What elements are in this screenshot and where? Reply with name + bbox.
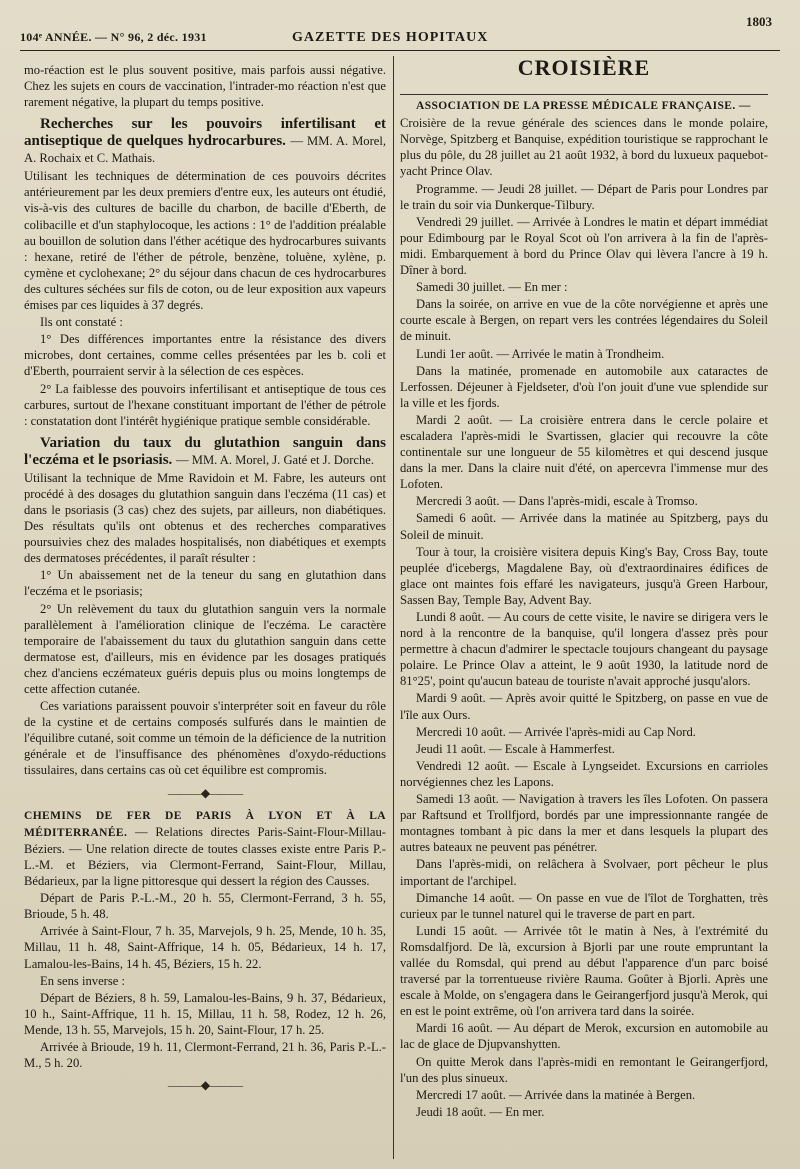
itinerary-day: Vendredi 29 juillet. — Arrivée à Londres le matin et départ immédiat pour Edimbourg par le Royal Scot où l'on arrivera à la fin de l'après-midi. Embarquement à bord du Prince Olav qui lèvera l'ancre à 19 h. Dîner à bord. (400, 214, 768, 278)
ornament-separator: ———◆——— (167, 785, 243, 800)
itinerary-day: Mercredi 17 août. — Arrivée dans la matinée à Bergen. (416, 1087, 696, 1102)
assoc-block (400, 97, 768, 114)
paragraph: 2° Un relèvement du taux du glutathion sanguin vers la normale parallèlement à l'amélioration clinique de l'eczéma. Le caractère temporaire de l'abaissement du taux du glutathion sanguin dans cette dermatose est, d'ailleurs, mis en évidence par les dosages pratiqués chez d'anciens eczémateux guéris depuis plus ou moins longtemps de cette affection cutanée. (24, 601, 386, 696)
itinerary-day: Mercredi 3 août. — Dans l'après-midi, escale à Tromso. (416, 494, 698, 509)
paragraph: Utilisant la technique de Mme Ravidoin et M. Fabre, les auteurs ont procédé à des dosages du glutathion sanguin dans l'eczéma (11 cas) et dans le psoriasis (3 cas) chez des sujets, par ailleurs, non diabétiques. Des résultats qu'ils ont obtenus et des recherches comparatives poursuivies chez des malades hospitalisés, non diabétiques et exempts des dermatoses précédentes, il paraît résulter : (24, 470, 386, 566)
programme-paragraph: Programme. — Jeudi 28 juillet. — Départ de Paris pour Londres par le train du soir via Dunkerque-Tilbury. (400, 181, 768, 212)
section-title-hydrocarbures (24, 116, 386, 167)
paragraph: Croisière de la revue générale des sciences dans le monde polaire, Norvège, Spitzberg et Banquise, expédition touristique se rapprochant le plus du pôle, du 28 juillet au 21 août 1932, à bord du luxueux paquebot-yacht Prince Olav. (400, 116, 768, 179)
page-number: 1803 (746, 14, 772, 29)
left-column (24, 62, 386, 1099)
paragraph: Départ de Paris P.-L.-M., 20 h. 55, Clermont-Ferrand, 3 h. 55, Brioude, 5 h. 48. (24, 891, 386, 922)
paragraph: Arrivée à Saint-Flour, 7 h. 35, Marvejols, 9 h. 25, Mende, 10 h. 35, Millau, 11 h. 48, Saint-Affrique, 14 h. 05, Bédarieux, 14 h. 17, Lamalou-les-Bains, 14 h. 45, Béziers, 15 h. 22. (24, 924, 386, 971)
issue-info: 104ᵉ ANNÉE. — N° 96, 2 déc. 1931 (20, 30, 207, 44)
section-authors: — MM. A. Morel, J. Gaté et J. Dorche. (176, 452, 375, 467)
paragraph: On quitte Merok dans l'après-midi en remontant le Geirangerfjord, l'un des plus sinueux. (400, 1054, 768, 1085)
paragraph: 1° Des différences importantes entre la résistance des divers microbes, dont certaines, comme celles présentées par les b. coli et d'Eberth, pourraient servir à la sélection de ces espèces. (24, 332, 386, 379)
itinerary-day: Jeudi 11 août. — Escale à Hammerfest. (416, 741, 615, 756)
column-divider (393, 56, 394, 1159)
section-title-text: Variation du taux du glutathion sanguin dans l'eczéma et le psoriasis. (24, 434, 386, 468)
paragraph: Tour à tour, la croisière visitera depuis King's Bay, Cross Bay, toute peuplée d'icebergs, Magdalene Bay, où d'extraordinaires édifices de glace ont maintes fois effaré les navigateurs, jusqu'à Green Harbour, Sassen Bay, Temple Bay, Advent Bay. (400, 544, 768, 607)
itinerary-day: Mardi 2 août. — La croisière entrera dans le cercle polaire et escaladera l'après-midi le Svartissen, glacier qui recouvre la côte continentale sur une longueur de 55 kilomètres et qui descend jusque dans la mer. Dans la claire nuit d'été, on apercevra l'immense mur des Lofoten. (400, 412, 768, 492)
paragraph: Dans l'après-midi, on relâchera à Svolvaer, port pêcheur le plus important de l'archipel. (400, 857, 768, 888)
page-header (20, 10, 780, 50)
intro-paragraph: mo-réaction est le plus souvent positive, mais parfois aussi négative. Chez les sujets en cours de vaccination, l'intrader-mo réaction n'est que rarement négative, la plupart du temps positive. (24, 63, 386, 110)
paragraph: 2° La faiblesse des pouvoirs infertilisant et antiseptique de tous ces carbures, surtout de l'hexane constituant important de l'éther de pétrole : constatation dont l'intérêt hygiénique pratique semble considérable. (24, 381, 386, 428)
section-title-railway: CHEMINS DE FER DE PARIS À LYON ET À LA MÉDITERRANÉE. (24, 809, 386, 839)
section-title-text: Recherches sur les pouvoirs infertilisant et antiseptique de quelques hydrocarbures. (24, 116, 386, 150)
itinerary-day: Jeudi 18 août. — En mer. (416, 1104, 545, 1119)
paragraph: Dans la matinée, promenade en automobile aux cataractes de Lerfossen. Déjeuner à Fjeldseter, d'où l'on jouit d'une vue splendide sur la ville et les fjords. (400, 363, 768, 410)
paragraph: Utilisant les techniques de détermination de ces pouvoirs décrites antérieurement par les deux premiers d'entre eux, les auteurs ont étudié, vis-à-vis des cultures de bacille du charbon, de bacille d'Eberth, de colibacille et d'un staphylocoque, les actions : 1° de l'addition préalable au bouillon de solution dans l'éther acétique des hydrocarbures suivants : hexane, retiré de l'éther de pétrole, benzène, toluène, xylène, p. cymène et cyclohexane; 2° du séjour dans chacun de ces hydrocarbures des cultures séchées sur fils de coton, ou de leur exposition aux vapeurs émises par ces liquides à 37 degrés. (24, 169, 386, 313)
ornament-separator: ———◆——— (167, 1078, 243, 1093)
publication-title: GAZETTE DES HOPITAUX (292, 30, 489, 45)
itinerary-day: Samedi 13 août. — Navigation à travers les îles Lofoten. On passera par Raftsund et Trollfjord, bordés par une impressionnante rangée de montagnes tombant à pic dans la mer et dans lesquels la plupart des autres bateaux ne peuvent pas pénétrer. (400, 792, 768, 855)
itinerary-day: Mercredi 10 août. — Arrivée l'après-midi au Cap Nord. (416, 724, 696, 739)
itinerary-day: Samedi 6 août. — Arrivée dans la matinée au Spitzberg, pays du Soleil de minuit. (400, 511, 768, 542)
paragraph: Dans la soirée, on arrive en vue de la côte norvégienne et après une courte escale à Bergen, on repart vers les contrées légendaires du Soleil de minuit. (400, 297, 768, 344)
itinerary-day: Lundi 15 août. — Arrivée tôt le matin à Nes, à l'extrémité du Romsdalfjord. De là, excursion à Bjorli par une route empruntant la vallée du Romsdal, qui prend au début l'apparence d'un parc boisé traversé par la torrentueuse rivière Rauma. Goûter à Bjorli. Après une escale à Molde, on s'engagera dans le Geirangerfjord jusqu'à Merok, qui en est le point extrême, où l'on arrivera tard dans la soirée. (400, 923, 768, 1019)
section-railway (24, 807, 386, 889)
assoc-title: ASSOCIATION DE LA PRESSE MÉDICALE FRANÇAISE. — (416, 100, 751, 113)
paragraph: — Relations directes Paris-Saint-Flour-Millau-Béziers. — Une relation directe de toutes classes existe entre Paris P.-L.-M. et Béziers, via Clermont-Ferrand, Saint-Flour, Millau, Bédarieux, par la ligne pittoresque qui dessert la région des Causses. (24, 824, 386, 889)
paragraph: Ces variations paraissent pouvoir s'interpréter soit en faveur du rôle de la cystine et de certains composés sulfurés dans le maintien de l'équilibre cutané, soit comme un témoin de la déficience de la nutrition générale et de l'insuffisance des phénomènes d'oxydo-réductions tissulaires, dans certains cas où cet équilibre est compromis. (24, 699, 386, 778)
section-authors: — MM. A. Morel, A. Rochaix et C. Mathais. (24, 134, 386, 166)
itinerary-day: Vendredi 12 août. — Escale à Lyngseidet. Excursions en carrioles norvégiennes chez les Lapons. (400, 758, 768, 789)
itinerary-day: Samedi 30 juillet. — En mer : (416, 280, 568, 295)
section-title-glutathion (24, 435, 386, 469)
paragraph: En sens inverse : (40, 973, 125, 988)
paragraph: Départ de Béziers, 8 h. 59, Lamalou-les-Bains, 9 h. 37, Bédarieux, 10 h., Saint-Affrique, 11 h. 15, Millau, 11 h. 58, Rodez, 12 h. 26, Mende, 13 h. 55, Marvejols, 15 h. 20, Saint-Flour, 17 h. 25. (24, 990, 386, 1037)
itinerary-day: Lundi 8 août. — Au cours de cette visite, le navire se dirigera vers le nord à la rencontre de la banquise, qu'il longera d'assez près pour permettre à chacun d'admirer le spectacle toujours changeant du paysage polaire. Le Prince Olav a atteint, le 9 août 1930, la latitude nord de 81°25', point qu'aucun bateau de touriste n'avait approché jusqu'alors. (400, 610, 768, 689)
section-title-croisiere: CROISIÈRE (517, 55, 651, 80)
right-column (400, 55, 768, 1121)
itinerary-day: Mardi 9 août. — Après avoir quitté le Spitzberg, on passe en vue de l'île aux Ours. (400, 691, 768, 722)
paragraph: Ils ont constaté : (40, 315, 123, 330)
itinerary-day: Mardi 16 août. — Au départ de Merok, excursion en automobile au lac de glace de Djupvanshytten. (400, 1021, 768, 1052)
header-rule (20, 50, 780, 51)
paragraph: 1° Un abaissement net de la teneur du sang en glutathion dans l'eczéma et le psoriasis; (24, 568, 386, 599)
paragraph: Arrivée à Brioude, 19 h. 11, Clermont-Ferrand, 21 h. 36, Paris P.-L.-M., 5 h. 20. (24, 1039, 386, 1071)
itinerary-day: Dimanche 14 août. — On passe en vue de l'îlot de Torghatten, très curieux par le tunnel naturel qui le traverse de part en part. (400, 890, 768, 921)
itinerary-day: Lundi 1er août. — Arrivée le matin à Trondheim. (416, 346, 665, 361)
title-rule (400, 94, 768, 95)
